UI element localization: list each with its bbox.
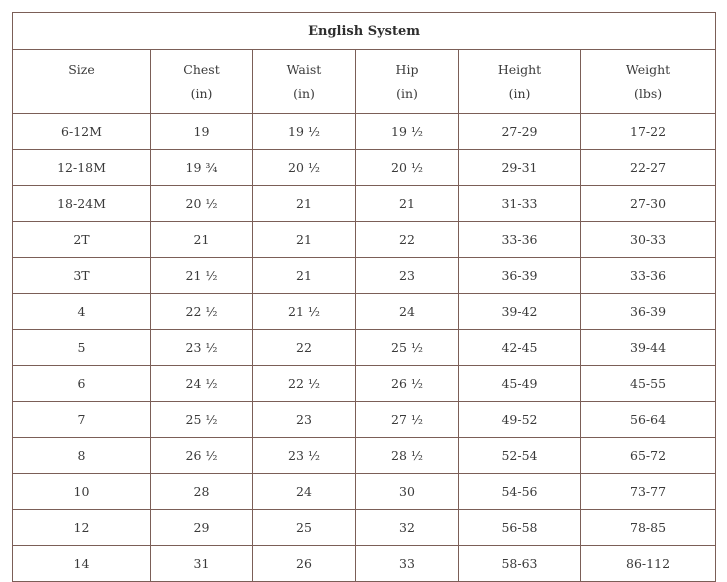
- table-cell: 86-112: [581, 546, 716, 582]
- column-header-label: Height: [497, 62, 542, 77]
- table-cell: 30: [356, 474, 459, 510]
- table-cell: 22-27: [581, 150, 716, 186]
- table-cell: 27-29: [459, 114, 581, 150]
- table-cell: 54-56: [459, 474, 581, 510]
- table-cell: 19 ½: [356, 114, 459, 150]
- table-cell: 45-55: [581, 366, 716, 402]
- title-row: [13, 13, 716, 50]
- table-cell: 22: [253, 330, 356, 366]
- column-header: [581, 50, 716, 114]
- column-header: [459, 50, 581, 114]
- table-cell: 25 ½: [356, 330, 459, 366]
- table-cell: 18-24M: [13, 186, 151, 222]
- table-row: [13, 438, 716, 474]
- table-cell: 73-77: [581, 474, 716, 510]
- column-header-unit: (in): [396, 86, 418, 101]
- table-cell: 19: [151, 114, 253, 150]
- table-row: [13, 186, 716, 222]
- column-header: [13, 50, 151, 114]
- table-cell: 29: [151, 510, 253, 546]
- table-row: [13, 402, 716, 438]
- table-cell: 45-49: [459, 366, 581, 402]
- table-cell: 65-72: [581, 438, 716, 474]
- table-cell: 8: [13, 438, 151, 474]
- table-cell: 26: [253, 546, 356, 582]
- table-cell: 6-12M: [13, 114, 151, 150]
- table-cell: 52-54: [459, 438, 581, 474]
- table-cell: 39-44: [581, 330, 716, 366]
- table-cell: 30-33: [581, 222, 716, 258]
- table-cell: 32: [356, 510, 459, 546]
- size-table: [12, 12, 716, 582]
- table-cell: 27 ½: [356, 402, 459, 438]
- table-cell: 14: [13, 546, 151, 582]
- header-row: [13, 50, 716, 114]
- table-cell: 29-31: [459, 150, 581, 186]
- table-cell: 21: [253, 258, 356, 294]
- column-header-label: Size: [68, 62, 95, 77]
- column-header-label: Hip: [395, 62, 419, 77]
- size-chart: [12, 12, 715, 582]
- table-row: [13, 294, 716, 330]
- table-cell: 21 ½: [253, 294, 356, 330]
- table-cell: 2T: [13, 222, 151, 258]
- table-cell: 21: [151, 222, 253, 258]
- table-cell: 28: [151, 474, 253, 510]
- table-cell: 23: [253, 402, 356, 438]
- table-row: [13, 474, 716, 510]
- column-header-label: Waist: [286, 62, 322, 77]
- table-cell: 22: [356, 222, 459, 258]
- table-cell: 23 ½: [253, 438, 356, 474]
- table-cell: 23 ½: [151, 330, 253, 366]
- table-cell: 28 ½: [356, 438, 459, 474]
- column-header-label: Chest: [183, 62, 220, 77]
- table-cell: 5: [13, 330, 151, 366]
- table-cell: 31: [151, 546, 253, 582]
- column-header: [356, 50, 459, 114]
- column-header-unit: (lbs): [633, 86, 663, 101]
- table-cell: 24 ½: [151, 366, 253, 402]
- column-header: [253, 50, 356, 114]
- table-cell: 6: [13, 366, 151, 402]
- table-cell: 21: [356, 186, 459, 222]
- table-cell: 19 ¾: [151, 150, 253, 186]
- table-cell: 21 ½: [151, 258, 253, 294]
- column-header-unit: (in): [190, 86, 213, 101]
- table-cell: 21: [253, 186, 356, 222]
- table-cell: 24: [253, 474, 356, 510]
- table-cell: 33-36: [459, 222, 581, 258]
- table-row: [13, 150, 716, 186]
- table-cell: 36-39: [581, 294, 716, 330]
- table-cell: 24: [356, 294, 459, 330]
- table-cell: 20 ½: [356, 150, 459, 186]
- table-cell: 25 ½: [151, 402, 253, 438]
- table-row: [13, 222, 716, 258]
- table-cell: 36-39: [459, 258, 581, 294]
- table-cell: 7: [13, 402, 151, 438]
- table-row: [13, 330, 716, 366]
- column-header: [151, 50, 253, 114]
- table-cell: 56-58: [459, 510, 581, 546]
- table-cell: 12-18M: [13, 150, 151, 186]
- table-cell: 4: [13, 294, 151, 330]
- table-cell: 12: [13, 510, 151, 546]
- table-cell: 49-52: [459, 402, 581, 438]
- column-header-label: Weight: [625, 62, 671, 77]
- table-cell: 20 ½: [253, 150, 356, 186]
- table-cell: 21: [253, 222, 356, 258]
- table-row: [13, 258, 716, 294]
- table-cell: 10: [13, 474, 151, 510]
- table-cell: 23: [356, 258, 459, 294]
- table-row: [13, 114, 716, 150]
- table-cell: 19 ½: [253, 114, 356, 150]
- table-cell: 20 ½: [151, 186, 253, 222]
- table-cell: 27-30: [581, 186, 716, 222]
- table-cell: 56-64: [581, 402, 716, 438]
- table-cell: 17-22: [581, 114, 716, 150]
- table-cell: 22 ½: [253, 366, 356, 402]
- table-cell: 22 ½: [151, 294, 253, 330]
- table-cell: 33-36: [581, 258, 716, 294]
- table-cell: 26 ½: [151, 438, 253, 474]
- table-cell: 26 ½: [356, 366, 459, 402]
- table-cell: 39-42: [459, 294, 581, 330]
- table-cell: 33: [356, 546, 459, 582]
- table-cell: 78-85: [581, 510, 716, 546]
- table-row: [13, 510, 716, 546]
- table-cell: 3T: [13, 258, 151, 294]
- table-cell: 25: [253, 510, 356, 546]
- table-row: [13, 366, 716, 402]
- table-cell: 31-33: [459, 186, 581, 222]
- table-cell: 42-45: [459, 330, 581, 366]
- table-title: English System: [13, 13, 716, 50]
- table-cell: 58-63: [459, 546, 581, 582]
- column-header-unit: (in): [293, 86, 315, 101]
- column-header-unit: (in): [508, 86, 531, 101]
